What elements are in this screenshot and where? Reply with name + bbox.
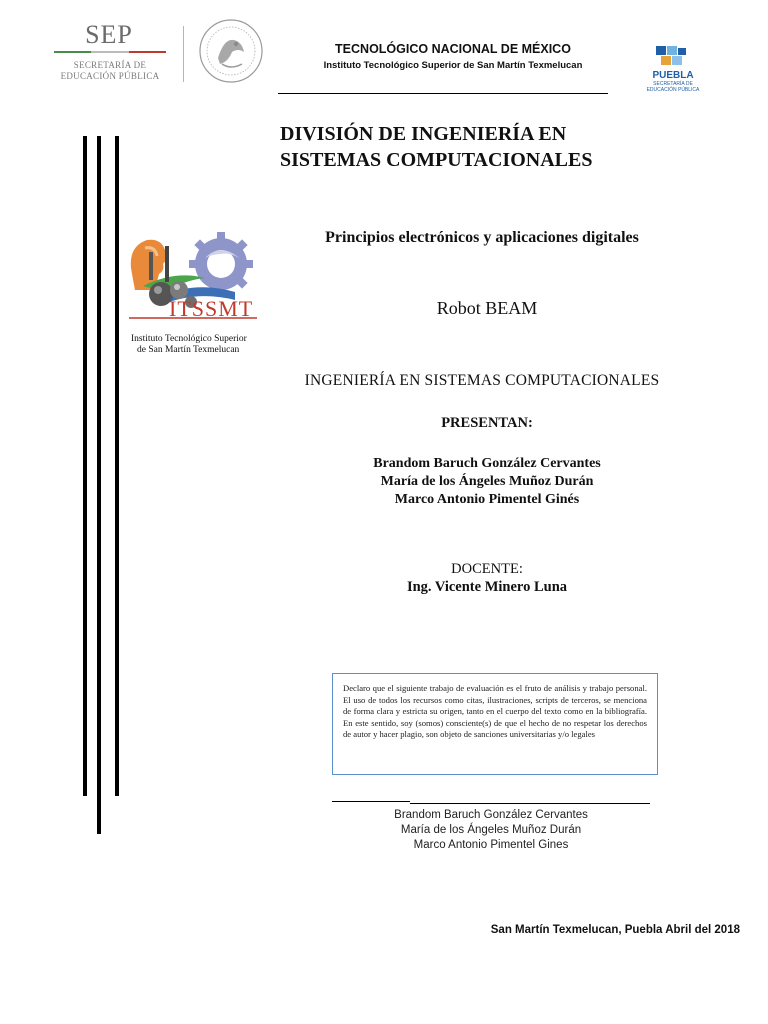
vertical-bar-3	[115, 136, 119, 796]
sep-logo-stripes	[54, 51, 166, 57]
author-name: Marco Antonio Pimentel Ginés	[394, 492, 580, 507]
sep-logo-line1: SECRETARÍA DE	[73, 60, 147, 70]
declaration-box	[332, 673, 658, 775]
vertical-bar-2	[97, 136, 101, 834]
docente-label: DOCENTE:	[451, 561, 523, 577]
itssmt-logo	[125, 228, 260, 360]
institution-title: TECNOLÓGICO NACIONAL DE MÉXICO	[335, 42, 571, 56]
signature-name: María de los Ángeles Muñoz Durán	[400, 824, 582, 836]
sep-logo	[52, 22, 172, 84]
itssmt-caption-line1: Instituto Tecnológico Superior	[131, 334, 247, 344]
signature-line	[410, 803, 650, 804]
author-name: Brandom Baruch González Cervantes	[373, 456, 601, 471]
puebla-logo-line2: EDUCACIÓN PÚBLICA	[646, 87, 700, 93]
puebla-logo-word: PUEBLA	[652, 70, 694, 81]
signature-names	[330, 808, 652, 853]
national-seal	[198, 18, 264, 84]
author-name: María de los Ángeles Muñoz Durán	[380, 474, 594, 489]
eagle-seal-icon	[198, 18, 264, 84]
puebla-emblem-icon	[654, 44, 694, 70]
authors-list	[300, 455, 674, 509]
header-logo-divider	[183, 26, 184, 82]
declaration-text: Declaro que el siguiente trabajo de evaluación es el fruto de análisis y trabajo personal. El uso de todos los recursos como citas, ilustraciones, scripts de terceros, se menciona de forma clara y estricta su origen, tanto en el cuerpo del texto como en la bibliografía. En este sentido, soy (somos) consciente(s) de que el hecho de no respetar los derechos de autor y hacer plagio, son objeto de sanciones universitarias y/o legales	[343, 683, 647, 740]
signature-line-short	[332, 801, 410, 802]
signature-name: Marco Antonio Pimentel Gines	[413, 839, 569, 851]
course-title: Principios electrónicos y aplicaciones digitales	[325, 229, 639, 246]
division-title-line1: DIVISIÓN DE INGENIERÍA EN	[280, 123, 567, 145]
puebla-logo	[638, 44, 708, 96]
itssmt-acronym: ITSSMT	[169, 296, 254, 321]
docente-name: Ing. Vicente Minero Luna	[406, 579, 568, 595]
header-divider	[278, 93, 608, 94]
vertical-bar-1	[83, 136, 87, 796]
project-title: Robot BEAM	[436, 298, 538, 318]
sep-logo-line2: EDUCACIÓN PÚBLICA	[60, 71, 160, 81]
division-title-line2: SISTEMAS COMPUTACIONALES	[280, 149, 593, 171]
sep-logo-word: SEP	[85, 20, 133, 49]
itssmt-caption-line2: de San Martín Texmelucan	[137, 345, 240, 355]
puebla-logo-line1: SECRETARÍA DE	[653, 81, 693, 87]
career-title: INGENIERÍA EN SISTEMAS COMPUTACIONALES	[304, 372, 660, 389]
presentan-label: PRESENTAN:	[441, 415, 533, 431]
institution-subtitle: Instituto Tecnológico Superior de San Martín Texmelucan	[323, 60, 583, 71]
place-date: San Martín Texmelucan, Puebla Abril del 2018	[490, 924, 740, 936]
division-title	[280, 121, 684, 173]
signature-name: Brandom Baruch González Cervantes	[394, 809, 588, 821]
